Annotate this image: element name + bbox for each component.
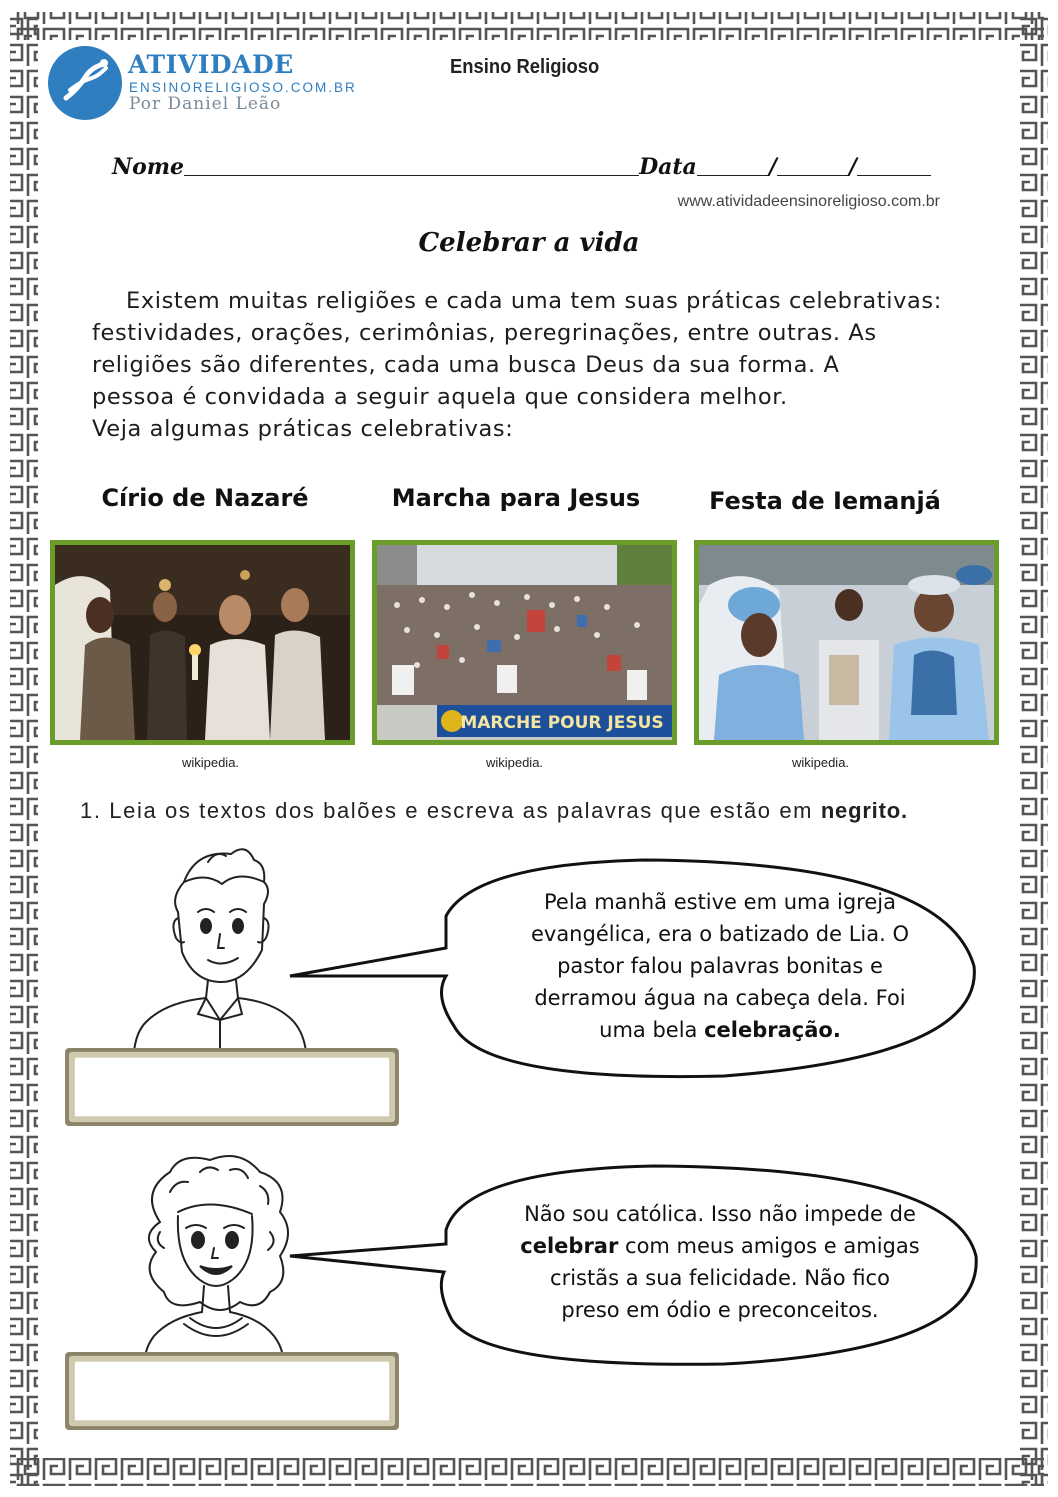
bubble-text-regular: com meus amigos e amigas	[618, 1234, 920, 1258]
speech-bubble-1-text	[470, 886, 970, 1046]
bubble-line	[470, 1014, 970, 1046]
intro-line: pessoa é convidada a seguir aquela que considera melhor.	[92, 384, 788, 410]
photo-marcha-para-jesus	[372, 540, 677, 745]
date-separator: /	[768, 154, 777, 180]
iemanja-festival-image	[699, 545, 994, 740]
hands-icon	[48, 46, 122, 120]
date-year-field[interactable]	[857, 151, 931, 176]
bubble-line	[470, 1230, 970, 1262]
photo-caption: Círio de Nazaré	[101, 484, 309, 512]
subject-label: Ensino Religioso	[450, 56, 600, 78]
photo-credit: wikipedia.	[181, 755, 240, 770]
bubble-bold-word: celebrar	[520, 1234, 619, 1258]
logo-emblem	[48, 46, 122, 120]
logo-title: ATIVIDADE	[128, 50, 294, 79]
procession-image	[55, 545, 350, 740]
bubble-line: derramou água na cabeça dela. Foi	[534, 986, 906, 1010]
question-1	[80, 798, 980, 824]
intro-paragraph	[92, 285, 952, 445]
name-field[interactable]	[184, 151, 639, 176]
bubble-bold-word: celebração.	[704, 1018, 841, 1042]
photo-caption: Marcha para Jesus	[391, 484, 641, 512]
name-date-row	[112, 146, 942, 180]
banner-text: MARCHE POUR JESUS	[460, 713, 664, 733]
march-crowd-image	[377, 545, 672, 740]
intro-line: Veja algumas práticas celebrativas:	[92, 416, 514, 442]
intro-line: religiões são diferentes, cada uma busca Deus da sua forma. A	[92, 352, 840, 378]
page-title: Celebrar a vida	[418, 228, 640, 258]
bubble-line: evangélica, era o batizado de Lia. O	[530, 922, 910, 946]
speech-bubble-2-text	[470, 1198, 970, 1326]
website-url: www.atividadeensinoreligioso.com.br	[677, 193, 940, 210]
girl-illustration	[120, 1152, 310, 1352]
photo-cirio-de-nazare	[50, 540, 355, 745]
question-bold-word: negrito.	[820, 798, 908, 823]
intro-line: Existem muitas religiões e cada uma tem suas práticas celebrativas:	[126, 288, 942, 314]
date-label: Data	[639, 154, 697, 180]
photo-caption: Festa de Iemanjá	[709, 487, 941, 515]
bubble-line: Pela manhã estive em uma igreja	[544, 890, 896, 914]
logo-author: Por Daniel Leão	[129, 94, 282, 114]
date-day-field[interactable]	[697, 151, 769, 176]
bubble-line: pastor falou palavras bonitas e	[557, 954, 883, 978]
question-number: 1.	[80, 798, 102, 823]
name-label: Nome	[112, 154, 185, 180]
bubble-text-regular: uma bela	[599, 1018, 705, 1042]
logo-subtitle: ENSINORELIGIOSO.COM.BR	[129, 80, 357, 95]
intro-line: festividades, orações, cerimônias, peregrinações, entre outras. As	[92, 320, 877, 346]
photo-credit: wikipedia.	[485, 755, 544, 770]
date-separator: /	[848, 154, 857, 180]
question-text: Leia os textos dos balões e escreva as palavras que estão em	[109, 798, 814, 823]
bubble-line: preso em ódio e preconceitos.	[561, 1298, 879, 1322]
date-month-field[interactable]	[777, 151, 849, 176]
bubble-line: Não sou católica. Isso não impede de	[524, 1202, 916, 1226]
photo-festa-de-iemanja	[694, 540, 999, 745]
bubble-line: cristãs a sua felicidade. Não fico	[550, 1266, 890, 1290]
photo-credit: wikipedia.	[791, 755, 850, 770]
